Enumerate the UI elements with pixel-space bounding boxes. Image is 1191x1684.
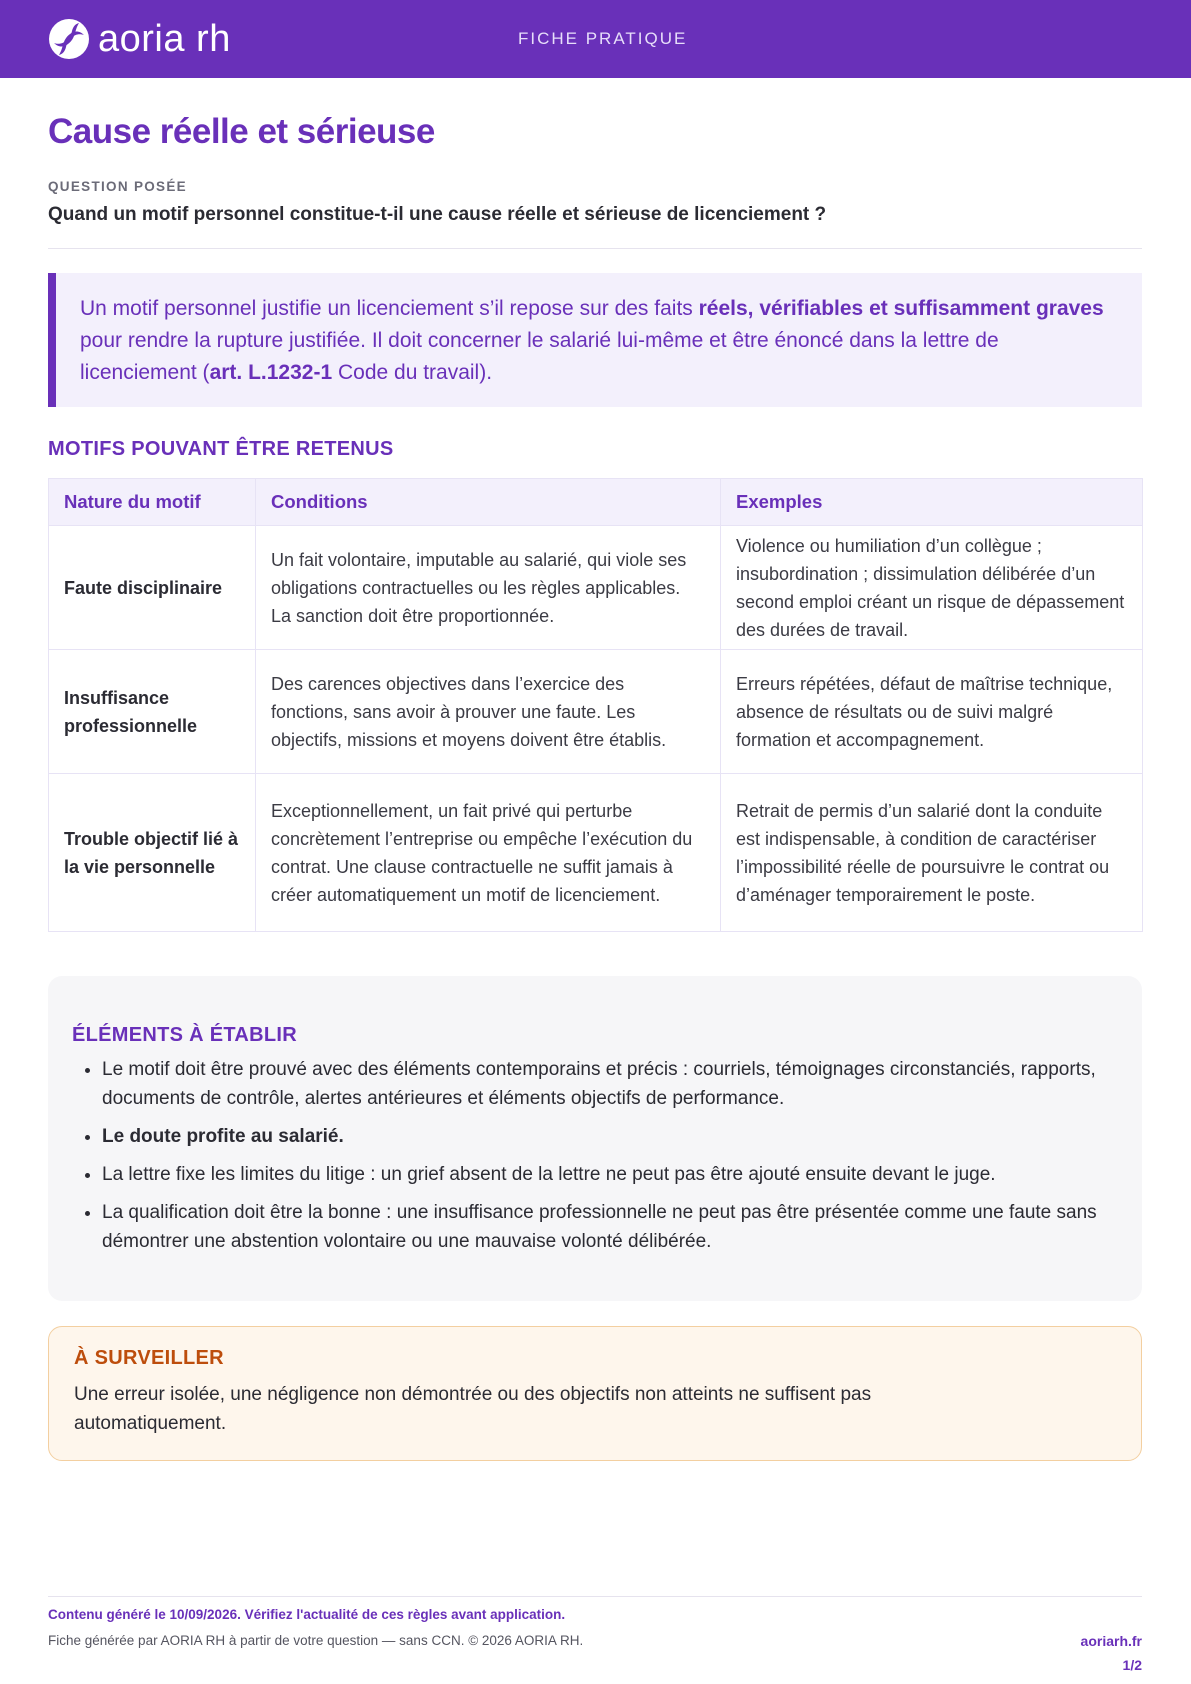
list-item: • La qualification doit être la bonne : une insuffisance professionnelle ne peut pas être présentée comme une faute sans démontrer une abstention volontaire ou une mauvaise volonté délibérée.	[102, 1198, 1118, 1256]
column-header-exemples: Exemples	[721, 479, 1143, 526]
document-type-label: FICHE PRATIQUE	[518, 29, 688, 48]
footer-credit: Fiche générée par AORIA RH à partir de votre question — sans CCN. © 2026 AORIA RH.	[48, 1633, 584, 1648]
summary-emphasis: réels, vérifiables et suffisamment graves	[698, 297, 1104, 320]
column-header-conditions: Conditions	[256, 479, 721, 526]
summary-text: Un motif personnel justifie un licenciement s’il repose sur des faits	[80, 297, 699, 320]
summary-text: pour rendre la rupture justifiée. Il doit concerner le salarié lui-même et être énoncé dans la lettre de licenciement (	[80, 329, 999, 384]
table-header-row	[49, 479, 1143, 526]
warning-text: Une erreur isolée, une négligence non démontrée ou des objectifs non atteints ne suffisent pas automatiquement.	[74, 1384, 872, 1434]
question-label: QUESTION POSÉE	[48, 179, 187, 194]
cell-exemples: Retrait de permis d’un salarié dont la conduite est indispensable, à condition de caractériser l’impossibilité réelle de poursuivre le contrat ou d’aménager temporairement le poste.	[721, 774, 1143, 932]
summary-article-reference: art. L.1232-1	[209, 361, 333, 384]
question-text: Quand un motif personnel constitue-t-il une cause réelle et sérieuse de licenciement ?	[48, 204, 827, 225]
elements-list	[72, 1055, 1118, 1256]
warning-box	[48, 1326, 1142, 1461]
cell-nature: Insuffisance professionnelle	[49, 650, 256, 774]
table-row	[49, 650, 1143, 774]
cell-conditions: Exceptionnellement, un fait privé qui perturbe concrètement l’entreprise ou empêche l’exécution du contrat. Une clause contractuelle ne suffit jamais à créer automatiquement un motif de licenciement.	[256, 774, 721, 932]
cell-conditions: Un fait volontaire, imputable au salarié, qui viole ses obligations contractuelles ou les règles applicables. La sanction doit être proportionnée.	[256, 526, 721, 650]
page-title: Cause réelle et sérieuse	[48, 112, 435, 151]
cell-exemples: Erreurs répétées, défaut de maîtrise technique, absence de résultats ou de suivi malgré formation et accompagnement.	[721, 650, 1143, 774]
cell-exemples: Violence ou humiliation d’un collègue ; insubordination ; dissimulation délibérée d’un second emploi créant un risque de dépassement des durées de travail.	[721, 526, 1143, 650]
page-number: 1/2	[1122, 1657, 1142, 1673]
footer-site-link[interactable]: aoriarh.fr	[1080, 1633, 1142, 1649]
cell-conditions: Des carences objectives dans l’exercice des fonctions, sans avoir à prouver une faute. Les objectifs, missions et moyens doivent être établis.	[256, 650, 721, 774]
elements-panel	[48, 976, 1142, 1301]
summary-callout	[48, 273, 1142, 407]
column-header-nature: Nature du motif	[49, 479, 256, 526]
list-item: • La lettre fixe les limites du litige : un grief absent de la lettre ne peut pas être ajouté ensuite devant le juge.	[102, 1160, 1118, 1189]
footer-generated-note: Contenu généré le 10/09/2026. Vérifiez l'actualité de ces règles avant application.	[48, 1607, 566, 1622]
elements-title: ÉLÉMENTS À ÉTABLIR	[72, 1024, 298, 1046]
motifs-table	[48, 478, 1143, 932]
brand-logo[interactable]	[48, 17, 231, 61]
cell-nature: Trouble objectif lié à la vie personnelle	[49, 774, 256, 932]
table-row	[49, 774, 1143, 932]
footer-divider	[48, 1596, 1142, 1597]
divider	[48, 248, 1142, 249]
cell-nature: Faute disciplinaire	[49, 526, 256, 650]
list-item: • Le doute profite au salarié.	[102, 1122, 1118, 1151]
logo-mark-icon	[48, 18, 90, 60]
list-item: • Le motif doit être prouvé avec des éléments contemporains et précis : courriels, témoignages circonstanciés, rapports, documents de contrôle, alertes antérieures et éléments objectifs de performance.	[102, 1055, 1118, 1113]
summary-text: Code du travail).	[332, 361, 493, 384]
table-row	[49, 526, 1143, 650]
motifs-section-title: MOTIFS POUVANT ÊTRE RETENUS	[48, 438, 394, 460]
warning-title: À SURVEILLER	[74, 1347, 224, 1369]
header-bar	[0, 0, 1191, 78]
logo-text: aoria rh	[98, 18, 231, 60]
